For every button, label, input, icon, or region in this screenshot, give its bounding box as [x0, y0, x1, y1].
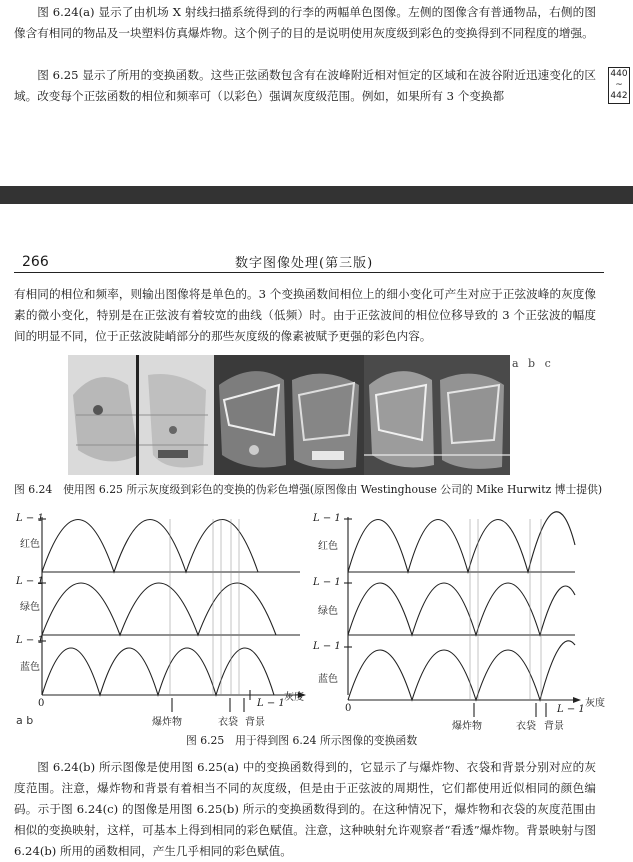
- marker-explosive-a: 爆炸物: [152, 717, 182, 728]
- channel-label-green-b: 绿色: [318, 606, 338, 617]
- marker-background-a: 背景: [245, 717, 265, 728]
- channel-label-red-b: 红色: [318, 541, 338, 552]
- figure-624-caption: 图 6.24 使用图 6.25 所示灰度级到彩色的变换的伪彩色增强(原图像由 Westinghouse 公司的 Mike Hurwitz 博士提供): [14, 483, 603, 496]
- page-number: 266: [22, 254, 49, 270]
- transform-plots: [0, 505, 633, 735]
- origin-label-b: 0: [345, 703, 352, 714]
- marker-bag-b: 衣袋: [516, 721, 536, 732]
- paragraph-bottom: 图 6.24(b) 所示图像是使用图 6.25(a) 中的变换函数得到的，它显示了与爆炸物、衣袋和背景分别对应的灰度范围。注意，爆炸物和背景有着相当不同的灰度级，但是由于正弦波的周期性，它们都使用近似相同的颜色编码。示于图 6.24(c) 的图像是用图 6.25(b) 所示的变换函数得到的。在这种情况下，爆炸物和衣袋的灰度范围由相似的变换映射，这样，可基本上得到相同的彩色赋值。注意，这种映射允许观察者“看透”爆炸物。背景映射与图6.24(b) 所用的函数相同，产生几乎相同的彩色赋值。: [14, 760, 596, 858]
- channel-label-red-a: 红色: [20, 539, 40, 550]
- paragraph-top-1: 图 6.24(a) 显示了由机场 X 射线扫描系统得到的行李的两幅单色图像。左侧的图像含有普通物品，右侧的图像含有相同的物品及一块塑料仿真爆炸物。这个例子的目的是说明使用灰度级到彩色的变换得到不同程度的增强。: [14, 5, 596, 40]
- margin-ref-end: 442: [610, 91, 628, 101]
- x-axis-label-a: 灰度: [284, 692, 304, 703]
- level-label-blue-b: L − 1: [313, 641, 341, 652]
- marker-bag-a: 衣袋: [218, 717, 238, 728]
- level-label-green-b: L − 1: [313, 577, 341, 588]
- level-label-red-a: L − 1: [16, 513, 44, 524]
- margin-ref-start: 440: [610, 69, 628, 79]
- figure-624-sub-labels: a b c: [512, 357, 554, 370]
- xray-image-b: [214, 355, 364, 475]
- margin-page-reference: [608, 67, 630, 104]
- x-axis-label-b: 灰度: [585, 698, 605, 709]
- marker-background-b: 背景: [544, 721, 564, 732]
- margin-ref-sep: ~: [615, 80, 623, 90]
- paragraph-middle: 有相同的相位和频率，则输出图像将是单色的。3 个变换函数间相位上的细小变化可产生对应于正弦波峰的灰度像素的微小变化，特别是在正弦波有着较宽的曲线（低频）时。由于正弦波间的相位位移导致的 3 个正弦波的幅度间的明显不同，位于正弦波陡峭部分的那些灰度级的像素被赋予更强的彩色内容。: [14, 287, 596, 343]
- origin-label-a: 0: [38, 698, 45, 709]
- header-rule: [14, 272, 604, 273]
- running-title: 数字图像处理(第三版): [235, 256, 374, 271]
- marker-explosive-b: 爆炸物: [452, 721, 482, 732]
- channel-label-green-a: 绿色: [20, 602, 40, 613]
- level-label-blue-a: L − 1: [16, 635, 44, 646]
- page-gutter-divider: [0, 186, 633, 204]
- paragraph-top-2: 图 6.25 显示了所用的变换函数。这些正弦函数包含有在波峰附近相对恒定的区域和在波谷附近迅速变化的区域。改变每个正弦函数的相位和频率可（以彩色）强调灰度级范围。例如，如果所有 3 个变换都: [14, 68, 596, 103]
- level-label-red-b: L − 1: [313, 513, 341, 524]
- xray-image-a: [68, 355, 214, 475]
- x-end-label-a: L − 1: [257, 698, 285, 709]
- x-end-label-b: L − 1: [557, 704, 585, 715]
- figure-625-caption: 图 6.25 用于得到图 6.24 所示图像的变换函数: [186, 734, 418, 747]
- channel-label-blue-b: 蓝色: [318, 674, 338, 685]
- figure-625-sub-labels: a b: [16, 714, 34, 727]
- xray-image-c: [364, 355, 510, 475]
- level-label-green-a: L − 1: [16, 576, 44, 587]
- channel-label-blue-a: 蓝色: [20, 662, 40, 673]
